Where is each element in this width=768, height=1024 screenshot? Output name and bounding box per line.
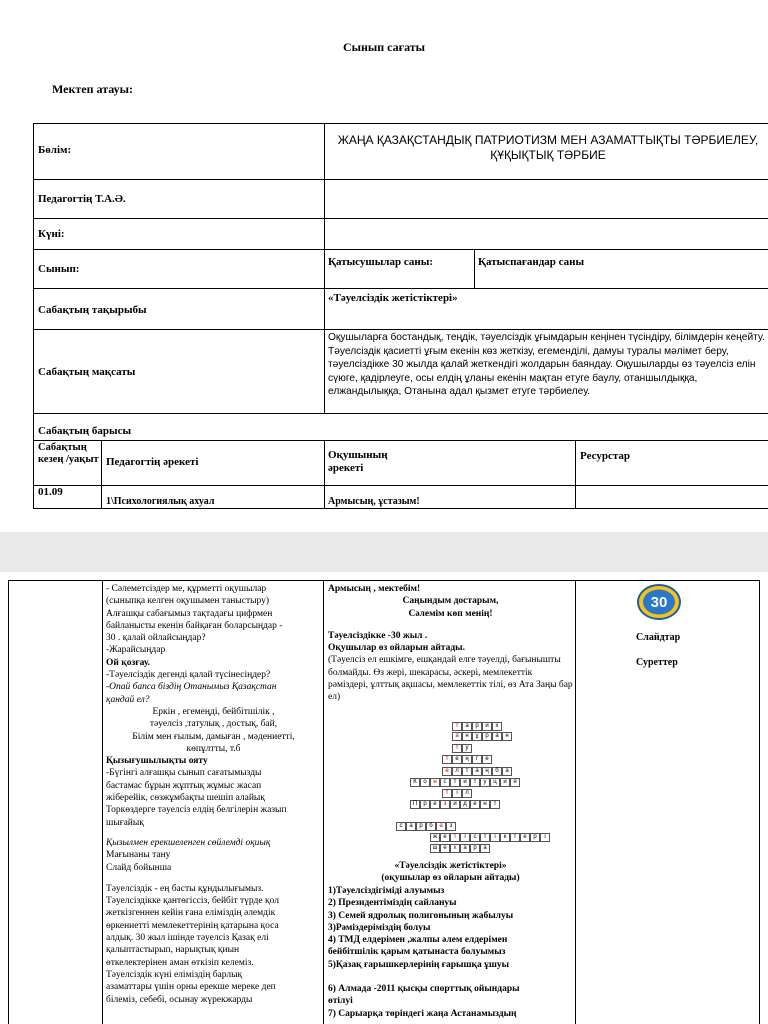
t-line: Алғашқы сабағымыз тақтадағы цифрмен (106, 608, 273, 619)
document-title: Сынып сағаты (342, 40, 426, 54)
crossword-cell: б (492, 767, 502, 776)
crossword-cell: у (480, 778, 490, 787)
caption-subtitle: (оқушылар өз ойларын айтады) (381, 873, 520, 884)
t-line: қандай ел? (106, 694, 150, 705)
crossword-cell: х (492, 722, 502, 731)
crossword-cell: е (452, 755, 462, 764)
crossword-cell: р (416, 822, 426, 831)
crossword-cell: р (482, 732, 492, 741)
t-line: 30 . қалай ойлайсыңдар? (106, 633, 206, 644)
list-item: 3)Рәміздеріміздің болуы (328, 922, 431, 933)
crossword-cell: П (410, 800, 420, 809)
caption-title: «Тәуелсіздік жетістіктері» (394, 861, 507, 871)
list-item: 7) Сарыарқа төріндегі жаңа Астанамыздың (328, 1008, 517, 1019)
explain-text: (Тәуелсіз ел ешкімге, ешқандай елге тәуелді, бағынышты болмайды. Өз жері, шекарасы, әскері, мемлекеттік рәміздері, ұлттық ақшасы, мемлекеттік тілі, өз Ата Заңы бар ел) (328, 655, 573, 703)
t-line: жеткізгеннен кейін ғана еліміздің әлемдік (106, 908, 276, 919)
crossword-cell: е (442, 767, 452, 776)
crossword-cell: б (426, 822, 436, 831)
crossword-cell: р (530, 833, 540, 842)
t-line: өркениетті мемлекеттерінің қатарына қоса (106, 920, 279, 931)
crossword-cell: а (452, 732, 462, 741)
t-line: Тәуелсіздік күні еліміздің барлық (106, 969, 243, 980)
years-line: Тәуелсіздікке -30 жыл . (328, 630, 428, 641)
crossword-cell: н (430, 778, 440, 787)
crossword-cell: т (462, 767, 472, 776)
crossword-cell: у (462, 744, 472, 753)
progress-label: Сабақтың барысы (38, 425, 132, 437)
achievements-list (328, 885, 573, 1020)
crossword-cell: а (502, 767, 512, 776)
crossword-cell: ш (430, 844, 440, 853)
crossword-cell: т (480, 833, 490, 842)
crossword-cell: к (500, 833, 510, 842)
list-item: 2) Президентіміздің сайлануы (328, 898, 457, 909)
crossword-cell: т (490, 800, 500, 809)
crossword-cell: и (460, 778, 470, 787)
crossword-cell: н (480, 800, 490, 809)
crossword-cell: т (450, 778, 460, 787)
t-line: Тәуелсіздікке қантөгіссіз, бейбіт түрде қол (106, 896, 279, 907)
teacher-name-label: Педагогтің Т.А.Ә. (38, 193, 126, 205)
topic-value: «Тәуелсіздік жетістіктері» (328, 292, 458, 304)
t-line: бастамас бұрын жұптық жұмыс жасап (106, 780, 262, 791)
crossword-cell: т (452, 744, 462, 753)
t-line: байланысты екенін байқаған боларсыңдар - (106, 620, 283, 631)
section-label: Бөлім: (38, 144, 72, 156)
t-line: азаматтары үшін орны ерекше мереке деп (106, 982, 276, 993)
t-line: Тәуелсіздік - ең басты құндылығымыз. (106, 883, 264, 894)
list-item: өтілуі (328, 996, 353, 1007)
t-line: жіберейік, сөзжұмбақты шешіп алайық (106, 793, 265, 804)
crossword-cell: і (490, 833, 500, 842)
crossword-cell: с (470, 833, 480, 842)
crossword-cell: р (470, 844, 480, 853)
t-line: -Тәуелсіздік дегенді қалай түсінесіңдер? (106, 670, 271, 681)
crossword-cell: л (452, 767, 462, 776)
greeting-line: Саңындым достарым, (402, 596, 499, 607)
list-item: 6) Алмада -2011 қысқы спорттық ойындары (328, 984, 520, 995)
greeting-line: Армысың , мектебім! (328, 584, 421, 594)
opinion-line: Оқушылар өз ойларын айтады. (328, 643, 465, 654)
t-line: Торкөздерге тәуелсіз елдің белгілерін жазып (106, 805, 287, 816)
crossword-cell: ц (490, 778, 500, 787)
caption-block (328, 860, 573, 885)
list-item: 4) ТМД елдерімен ,жалпы әлем елдерімен (328, 935, 508, 946)
t-line: (сыныпқа келген оқушымен таныстыру) (106, 596, 270, 607)
row-teacher-activity: 1\Психологиялық ахуал (106, 496, 215, 507)
t-line: -Жарайсыңдар (106, 645, 166, 656)
t-line: Мағынаны тану (106, 850, 171, 861)
crossword-cell: д (460, 800, 470, 809)
section-value: ЖАҢА ҚАЗАҚСТАНДЫҚ ПАТРИОТИЗМ МЕН АЗАМАТТЫҚТЫ ТӘРБИЕЛЕУ, ҚҰҚЫҚТЫҚ ТӘРБИЕ (337, 133, 759, 162)
t-line: Білім мен ғылым, дамыған , мәдениетті, (132, 731, 295, 742)
crossword-cell: т (442, 755, 452, 764)
t-line: Слайд бойынша (106, 862, 172, 873)
crossword-cell: е (440, 844, 450, 853)
list-spacer (328, 971, 573, 983)
list-item: 1)Тәуелсіздігіміді алуымыз (328, 886, 445, 896)
crossword-cell: з (440, 800, 450, 809)
goal-label: Сабақтың мақсаты (38, 366, 136, 378)
crossword-cell: ж (430, 833, 440, 842)
t-line: білеміз, себебі, осынау жүрекжарды (106, 994, 253, 1005)
crossword-cell: а (462, 722, 472, 731)
crossword-cell: р (472, 722, 482, 731)
crossword-cell: а (472, 767, 482, 776)
crossword-cell: а (436, 822, 446, 831)
crossword-cell: н (502, 732, 512, 741)
crossword-cell: к (450, 844, 460, 853)
logo-number: 30 (650, 594, 668, 611)
crossword-cell: е (470, 800, 480, 809)
col-teacher: Педагогтің әрекеті (106, 456, 199, 468)
topic-label: Сабақтың тақырыбы (38, 304, 147, 316)
crossword-cell: К (410, 778, 420, 787)
crossword-cell: а (480, 844, 490, 853)
page-2 (0, 572, 768, 1024)
t-line: өткелектерінен аман өткізіп келеміз. (106, 957, 254, 968)
absent-label: Қатыспағандар саны (478, 256, 585, 268)
crossword-cell: и (450, 800, 460, 809)
t-line: Қызылмен ерекшеленген сөйлемді оқиық (106, 837, 271, 848)
goal-value: Оқушыларға бостандық, теңдік, тәуелсіздік ұғымдарын кеңінен түсіндіру, білімдерін кеңейту. Тәуелсіздік қасиетті ұғым екенін көз жеткізу, егеменділі, дамуы туралы мәлімет беру, тәуелсіздікке 30 жылда қалай жеткендігі жолдарын баяндау. Оқушыларды өз тәуелсіз елін сүюге, қадірлеуге, осы елдің ұланы екенін мақтан етуге баулу, отаншылдыққа, елжандылыққа, Отанына адал қызмет етуге тәрбиелеу. (328, 332, 765, 397)
crossword-cell: е (430, 800, 440, 809)
crossword-cell: г (472, 755, 482, 764)
resource-pictures: Суреттер (636, 657, 678, 668)
school-label: Мектеп атауы: (52, 82, 134, 96)
crossword-cell: л (462, 789, 472, 798)
crossword-cell: т (510, 833, 520, 842)
t-line: - Сәлеметсіздер ме, құрметті оқушылар (106, 584, 267, 594)
independence-30-logo-icon (637, 584, 681, 620)
crossword-cell: е (520, 833, 530, 842)
participants-label: Қатысушылар саны: (328, 256, 433, 268)
t-line: тәуелсіз ,татулық , достық, бай, (149, 719, 278, 730)
crossword-cell: я (510, 778, 520, 787)
list-item: бейбітшілік қарым қатынаста болуымыз (328, 947, 506, 958)
teacher-activity-text (106, 583, 321, 1006)
crossword-cell: и (482, 722, 492, 731)
t-line: Еркін , егемеңді, бейбітшілік , (152, 706, 275, 717)
list-item: 3) Семей ядролық полигонының жабылуы (328, 910, 514, 921)
t-line: шығайық (106, 817, 144, 828)
crossword-cell: і (540, 833, 550, 842)
crossword-cell: ұ (472, 732, 482, 741)
greeting-line: Сәлемім көп менің! (408, 608, 493, 619)
crossword-cell: е (440, 833, 450, 842)
col-student: Оқушының әрекеті (328, 449, 388, 474)
crossword-cell: с (396, 822, 406, 831)
t-line: қалыптастырып, нарықтық қиын (106, 945, 240, 956)
t-line: алдық. 30 жыл ішінде тәуелсіз Қазақ елі (106, 933, 269, 944)
crossword-cell: т (442, 789, 452, 798)
crossword-cell: ң (482, 767, 492, 776)
crossword-cell: а (460, 844, 470, 853)
crossword-cell: т (470, 778, 480, 787)
t-line: -Бүгінгі алғашқы сынып сағатымызды (106, 768, 262, 779)
crossword-cell: з (446, 822, 456, 831)
crossword-cell: е (482, 755, 492, 764)
resource-slides: Слайдтар (636, 632, 681, 643)
col-stage: Сабақтың кезең /уақыт (38, 442, 99, 465)
t-line: Қызығушылықты ояту (106, 756, 208, 767)
date-label: Күні: (38, 228, 65, 240)
crossword-cell: ң (462, 755, 472, 764)
crossword-cell: н (462, 732, 472, 741)
crossword-cell: о (420, 778, 430, 787)
t-line: -Опай бапса біздің Отанымыз Қазақстан (106, 682, 277, 693)
col-resources: Ресурстар (580, 450, 630, 462)
crossword-cell: і (452, 789, 462, 798)
class-label: Сынып: (38, 263, 80, 275)
crossword-cell: а (406, 822, 416, 831)
student-activity-text (328, 583, 573, 704)
crossword-cell: а (492, 732, 502, 741)
crossword-cell: и (500, 778, 510, 787)
crossword-cell: р (420, 800, 430, 809)
t-line: көпұлтты, т.б (186, 743, 241, 754)
row-student-activity: Армысың, ұстазым! (328, 496, 420, 507)
list-item: 5)Қазақ ғарышкерлерінің ғарышқа ұшуы (328, 959, 510, 970)
crossword-cell: т (450, 833, 460, 842)
t-line: Ой қозғау. (106, 657, 151, 668)
row-time: 01.09 (38, 486, 63, 498)
crossword-cell: с (440, 778, 450, 787)
crossword-cell: т (452, 722, 462, 731)
crossword-cell: і (460, 833, 470, 842)
